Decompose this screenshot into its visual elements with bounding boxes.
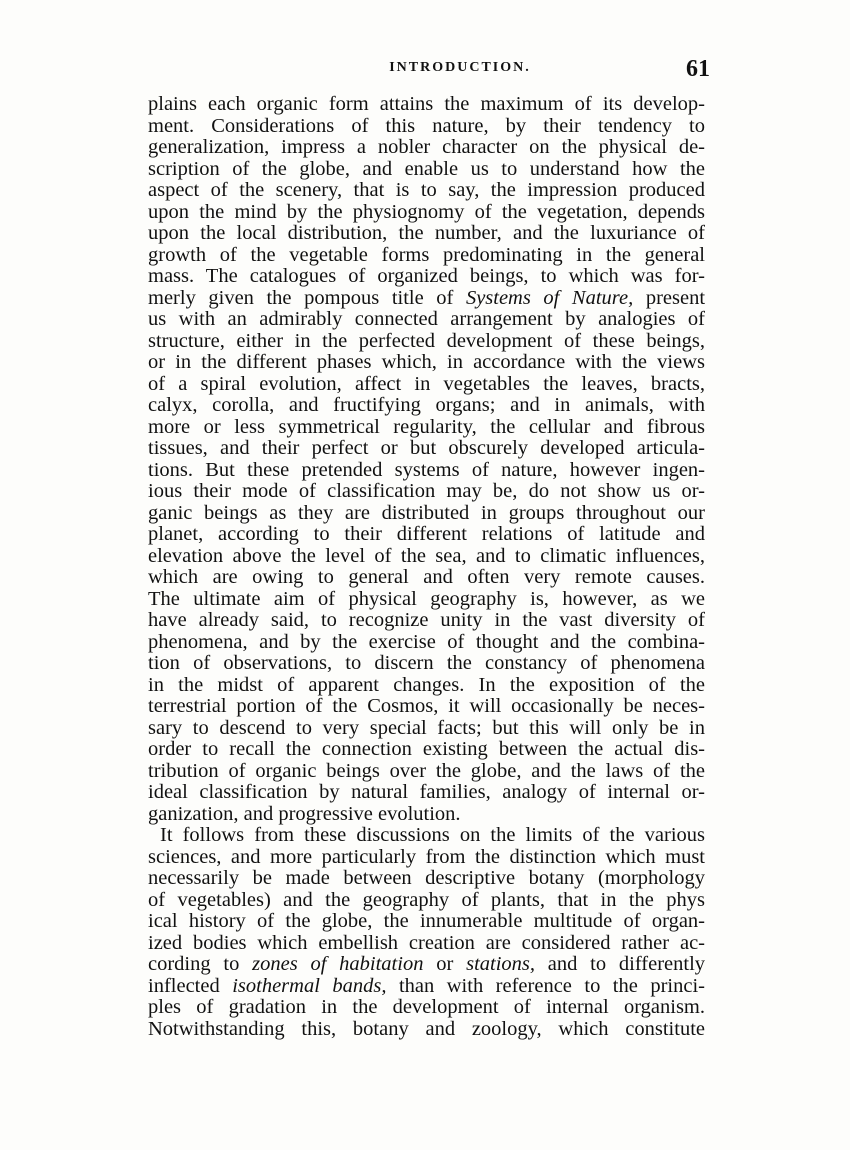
text-line: mass. The catalogues of organized beings, to which was for- [148,265,705,287]
text-line: order to recall the connection existing between the actual dis- [148,738,705,760]
text-line: have already said, to recognize unity in the vast diversity of [148,609,705,631]
text-segment: and to differently [547,953,706,975]
text-line: aspect of the scenery, that is to say, the impression produced [148,179,705,201]
text-line: generalization, impress a nobler character on the physical de- [148,136,705,158]
text-line: scription of the globe, and enable us to understand how the [148,157,705,180]
text-line: of vegetables) and the geography of plants, that in the phys [148,888,705,911]
page-number: 61 [686,56,710,82]
text-line: structure, either in the perfected development of these beings, [148,329,705,352]
text-segment: cording to [148,953,240,975]
text-line: planet, according to their different relations of latitude and [148,523,705,545]
running-title: INTRODUCTION. [389,60,531,75]
italic-title: Systems of Nature, [465,286,634,309]
text-line-mixed [148,976,705,998]
text-line: upon the mind by the physiognomy of the vegetation, depends [148,200,705,223]
text-line: ples of gradation in the development of internal organism. [148,996,705,1018]
text-line: elevation above the level of the sea, and to climatic influences, [148,544,705,567]
italic-term: stations, [466,953,536,975]
text-segment: merly given the pompous title of [148,286,454,309]
text-line: tions. But these pretended systems of nature, however ingen- [148,458,705,481]
paragraph-start-line: It follows from these discussions on the limits of the various [160,824,705,846]
text-line: more or less symmetrical regularity, the cellular and fibrous [148,415,705,438]
italic-term: zones of habitation [252,953,424,975]
text-line: calyx, corolla, and fructifying organs; and in animals, with [148,394,705,416]
text-line: phenomena, and by the exercise of thought and the combina- [148,630,705,653]
text-line: tion of observations, to discern the constancy of phenomena [148,652,705,674]
text-line: or in the different phases which, in accordance with the views [148,351,705,373]
text-segment: than with reference to the princi- [398,974,705,997]
running-head [150,56,710,90]
body-text [148,94,705,1040]
text-line: plains each organic form attains the maximum of its develop- [148,93,705,115]
text-segment: inflected [148,974,220,997]
text-line-mixed [148,288,705,310]
text-line: ganic beings as they are distributed in groups throughout our [148,501,705,524]
text-line: of a spiral evolution, affect in vegetables the leaves, bracts, [148,372,705,395]
text-line: terrestrial portion of the Cosmos, it will occasionally be neces- [148,695,705,717]
text-line: upon the local distribution, the number, and the luxuriance of [148,222,705,244]
text-line: growth of the vegetable forms predominating in the general [148,243,705,266]
text-line: ment. Considerations of this nature, by their tendency to [148,114,705,137]
text-line: The ultimate aim of physical geography is, however, as we [148,587,705,610]
italic-term: isothermal bands, [232,974,387,997]
text-line: ious their mode of classification may be, do not show us or- [148,480,705,502]
text-segment: present [645,286,706,309]
text-line: Notwithstanding this, botany and zoology, which constitute [148,1017,705,1040]
text-line: ganization, and progressive evolution. [148,802,461,825]
text-line: tribution of organic beings over the globe, and the laws of the [148,759,705,782]
text-line: us with an admirably connected arrangement by analogies of [148,308,705,330]
text-line: in the midst of apparent changes. In the exposition of the [148,673,705,696]
text-line: sary to descend to very special facts; but this will only be in [148,716,705,739]
text-line: tissues, and their perfect or but obscurely developed articula- [148,437,705,459]
text-line-mixed [148,954,705,976]
text-line: ideal classification by natural families, analogy of internal or- [148,781,705,803]
text-line: necessarily be made between descriptive botany (morphology [148,867,705,889]
text-line: sciences, and more particularly from the distinction which must [148,845,705,868]
text-line: ical history of the globe, the innumerable multitude of organ- [148,910,705,932]
text-segment: or [436,953,454,975]
text-line: ized bodies which embellish creation are considered rather ac- [148,931,705,954]
text-line: which are owing to general and often very remote causes. [148,566,705,588]
